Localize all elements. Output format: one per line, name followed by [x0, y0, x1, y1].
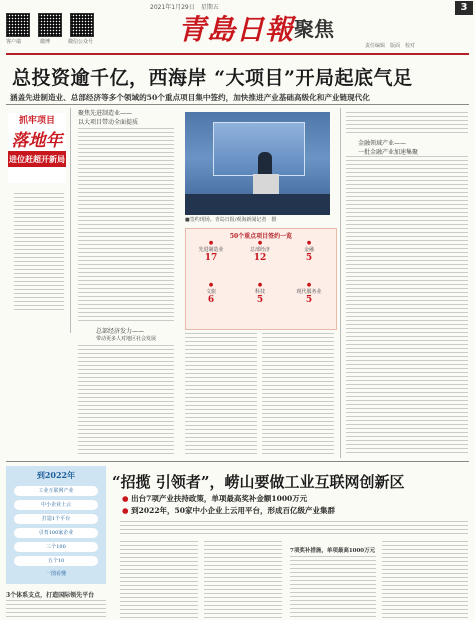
stat-label: 金融 — [303, 247, 314, 253]
stat-icon: ● — [208, 240, 214, 246]
main-headline: 总投资逾千亿，西海岸 “大项目”开局起底气足 — [12, 67, 413, 89]
badge-line2: 落地年 — [11, 131, 63, 151]
column-rule — [340, 108, 341, 458]
section-head-sub: 带动更多人对地区社会发展 — [96, 336, 157, 342]
body-column — [78, 128, 174, 323]
stat-icon: ● — [257, 282, 263, 288]
editor-line: 责任编辑 版面 校对 — [365, 43, 416, 49]
bottom-bullet — [122, 493, 307, 504]
qr-group — [6, 13, 96, 51]
masthead — [0, 0, 475, 60]
bottom-sidebar — [6, 466, 106, 584]
bullet-icon: ● — [122, 506, 129, 515]
section-title: 聚焦 — [294, 17, 334, 41]
qr-code-icon[interactable] — [70, 13, 94, 37]
masthead-rule — [6, 53, 469, 55]
stat-item — [236, 240, 284, 263]
stat-icon: ● — [257, 240, 263, 246]
stat-item — [285, 240, 333, 263]
section-head-sub: 以大项目带动全面提质 — [78, 119, 139, 126]
newspaper-logo: 青島日報 — [178, 13, 295, 46]
stat-grid — [187, 240, 333, 324]
body-column — [204, 541, 282, 618]
sidebar-tag: 一图看懂 — [45, 571, 66, 577]
stage-floor — [185, 194, 330, 215]
badge-line1: 抓牢项目 — [18, 116, 55, 126]
section-head-text: 聚焦先进制造业—— — [78, 110, 133, 117]
sidebar-item: 引育100家企业 — [14, 528, 98, 538]
sidebar-item: 打造1个平台 — [14, 514, 98, 524]
qr-code-icon[interactable] — [38, 13, 62, 37]
stat-count: 5 — [305, 295, 313, 305]
sidebar-item: 五个10 — [14, 556, 98, 566]
sidebar-item: 工业互联网产业 — [14, 486, 98, 496]
bottom-bullet — [122, 505, 335, 516]
bullet-text: 出台7项产业扶持政策，单项最高奖补金额1000万元 — [131, 494, 308, 503]
news-photo — [185, 112, 330, 215]
stat-count: 17 — [204, 253, 218, 263]
body-column — [346, 112, 468, 134]
body-column — [346, 156, 468, 456]
podium — [253, 174, 279, 194]
sidebar-item: 三个100 — [14, 542, 98, 552]
bottom-headline: “招揽 引领者”，崂山要做工业互联网创新区 — [112, 473, 405, 491]
section-head-finance — [358, 138, 468, 156]
stat-item — [285, 282, 333, 305]
qr-label: 客户端 — [6, 39, 22, 45]
date-line: 2021年1月29日 星期五 — [150, 4, 219, 11]
body-column — [262, 333, 334, 455]
stat-item — [236, 282, 284, 305]
bullet-icon: ● — [122, 494, 129, 503]
sidebar-badge — [8, 113, 66, 183]
sub-headline: 涵盖先进制造业、总部经济等多个领域的50个重点项目集中签约，加快推进产业基础高级化和产业链现代化 — [10, 93, 370, 102]
sidebar-title: 到2022年 — [36, 470, 76, 480]
bottom-rule — [6, 461, 469, 462]
badge-line3: 进位赶超开新局 — [8, 151, 66, 167]
sub-head-a: 3个体系支点，打造国际领先平台 — [6, 592, 95, 599]
stat-icon: ● — [306, 240, 312, 246]
body-column — [185, 333, 257, 455]
body-column — [120, 541, 198, 618]
section-head-text: 金融领域产业—— — [358, 140, 407, 147]
stat-label: 科技 — [254, 289, 265, 295]
stat-label: 总部经济 — [249, 247, 270, 253]
column-rule — [70, 108, 71, 333]
stat-count: 6 — [207, 295, 215, 305]
body-column — [78, 345, 174, 455]
body-column — [14, 193, 64, 313]
stat-count: 5 — [256, 295, 264, 305]
infographic-title: 50个重点项目签约一览 — [229, 233, 293, 240]
stat-icon: ● — [306, 282, 312, 288]
page-number: 3 — [455, 1, 473, 15]
stat-item — [187, 282, 235, 305]
body-column — [382, 541, 468, 618]
photo-caption: ■签约现场。青岛日报/观海新闻记者 摄 — [185, 217, 277, 223]
divider — [6, 104, 469, 105]
body-column — [120, 521, 468, 537]
qr-code-icon[interactable] — [6, 13, 30, 37]
stat-count: 12 — [253, 253, 267, 263]
bullet-text: 到2022年，50家中小企业上云用平台，形成百亿级产业集群 — [131, 506, 335, 515]
body-column — [6, 600, 106, 618]
stat-item — [187, 240, 235, 263]
body-column — [290, 556, 376, 618]
stat-count: 5 — [305, 253, 313, 263]
stat-label: 文旅 — [205, 289, 216, 295]
stat-label: 先进制造业 — [198, 247, 224, 253]
qr-label: 微博 — [40, 39, 51, 45]
qr-label: 微信公众号 — [68, 39, 94, 45]
sub-head-b: 7项奖补措施，单项最高1000万元 — [290, 548, 376, 554]
stat-label: 现代服务业 — [296, 289, 322, 295]
section-head-sub: 一批金融产业加速集聚 — [358, 149, 419, 156]
section-head-manufacturing — [78, 108, 198, 126]
sidebar-item: 中小企业上云 — [14, 500, 98, 510]
section-head-text: 总部经济发力—— — [96, 328, 145, 335]
stat-icon: ● — [208, 282, 214, 288]
